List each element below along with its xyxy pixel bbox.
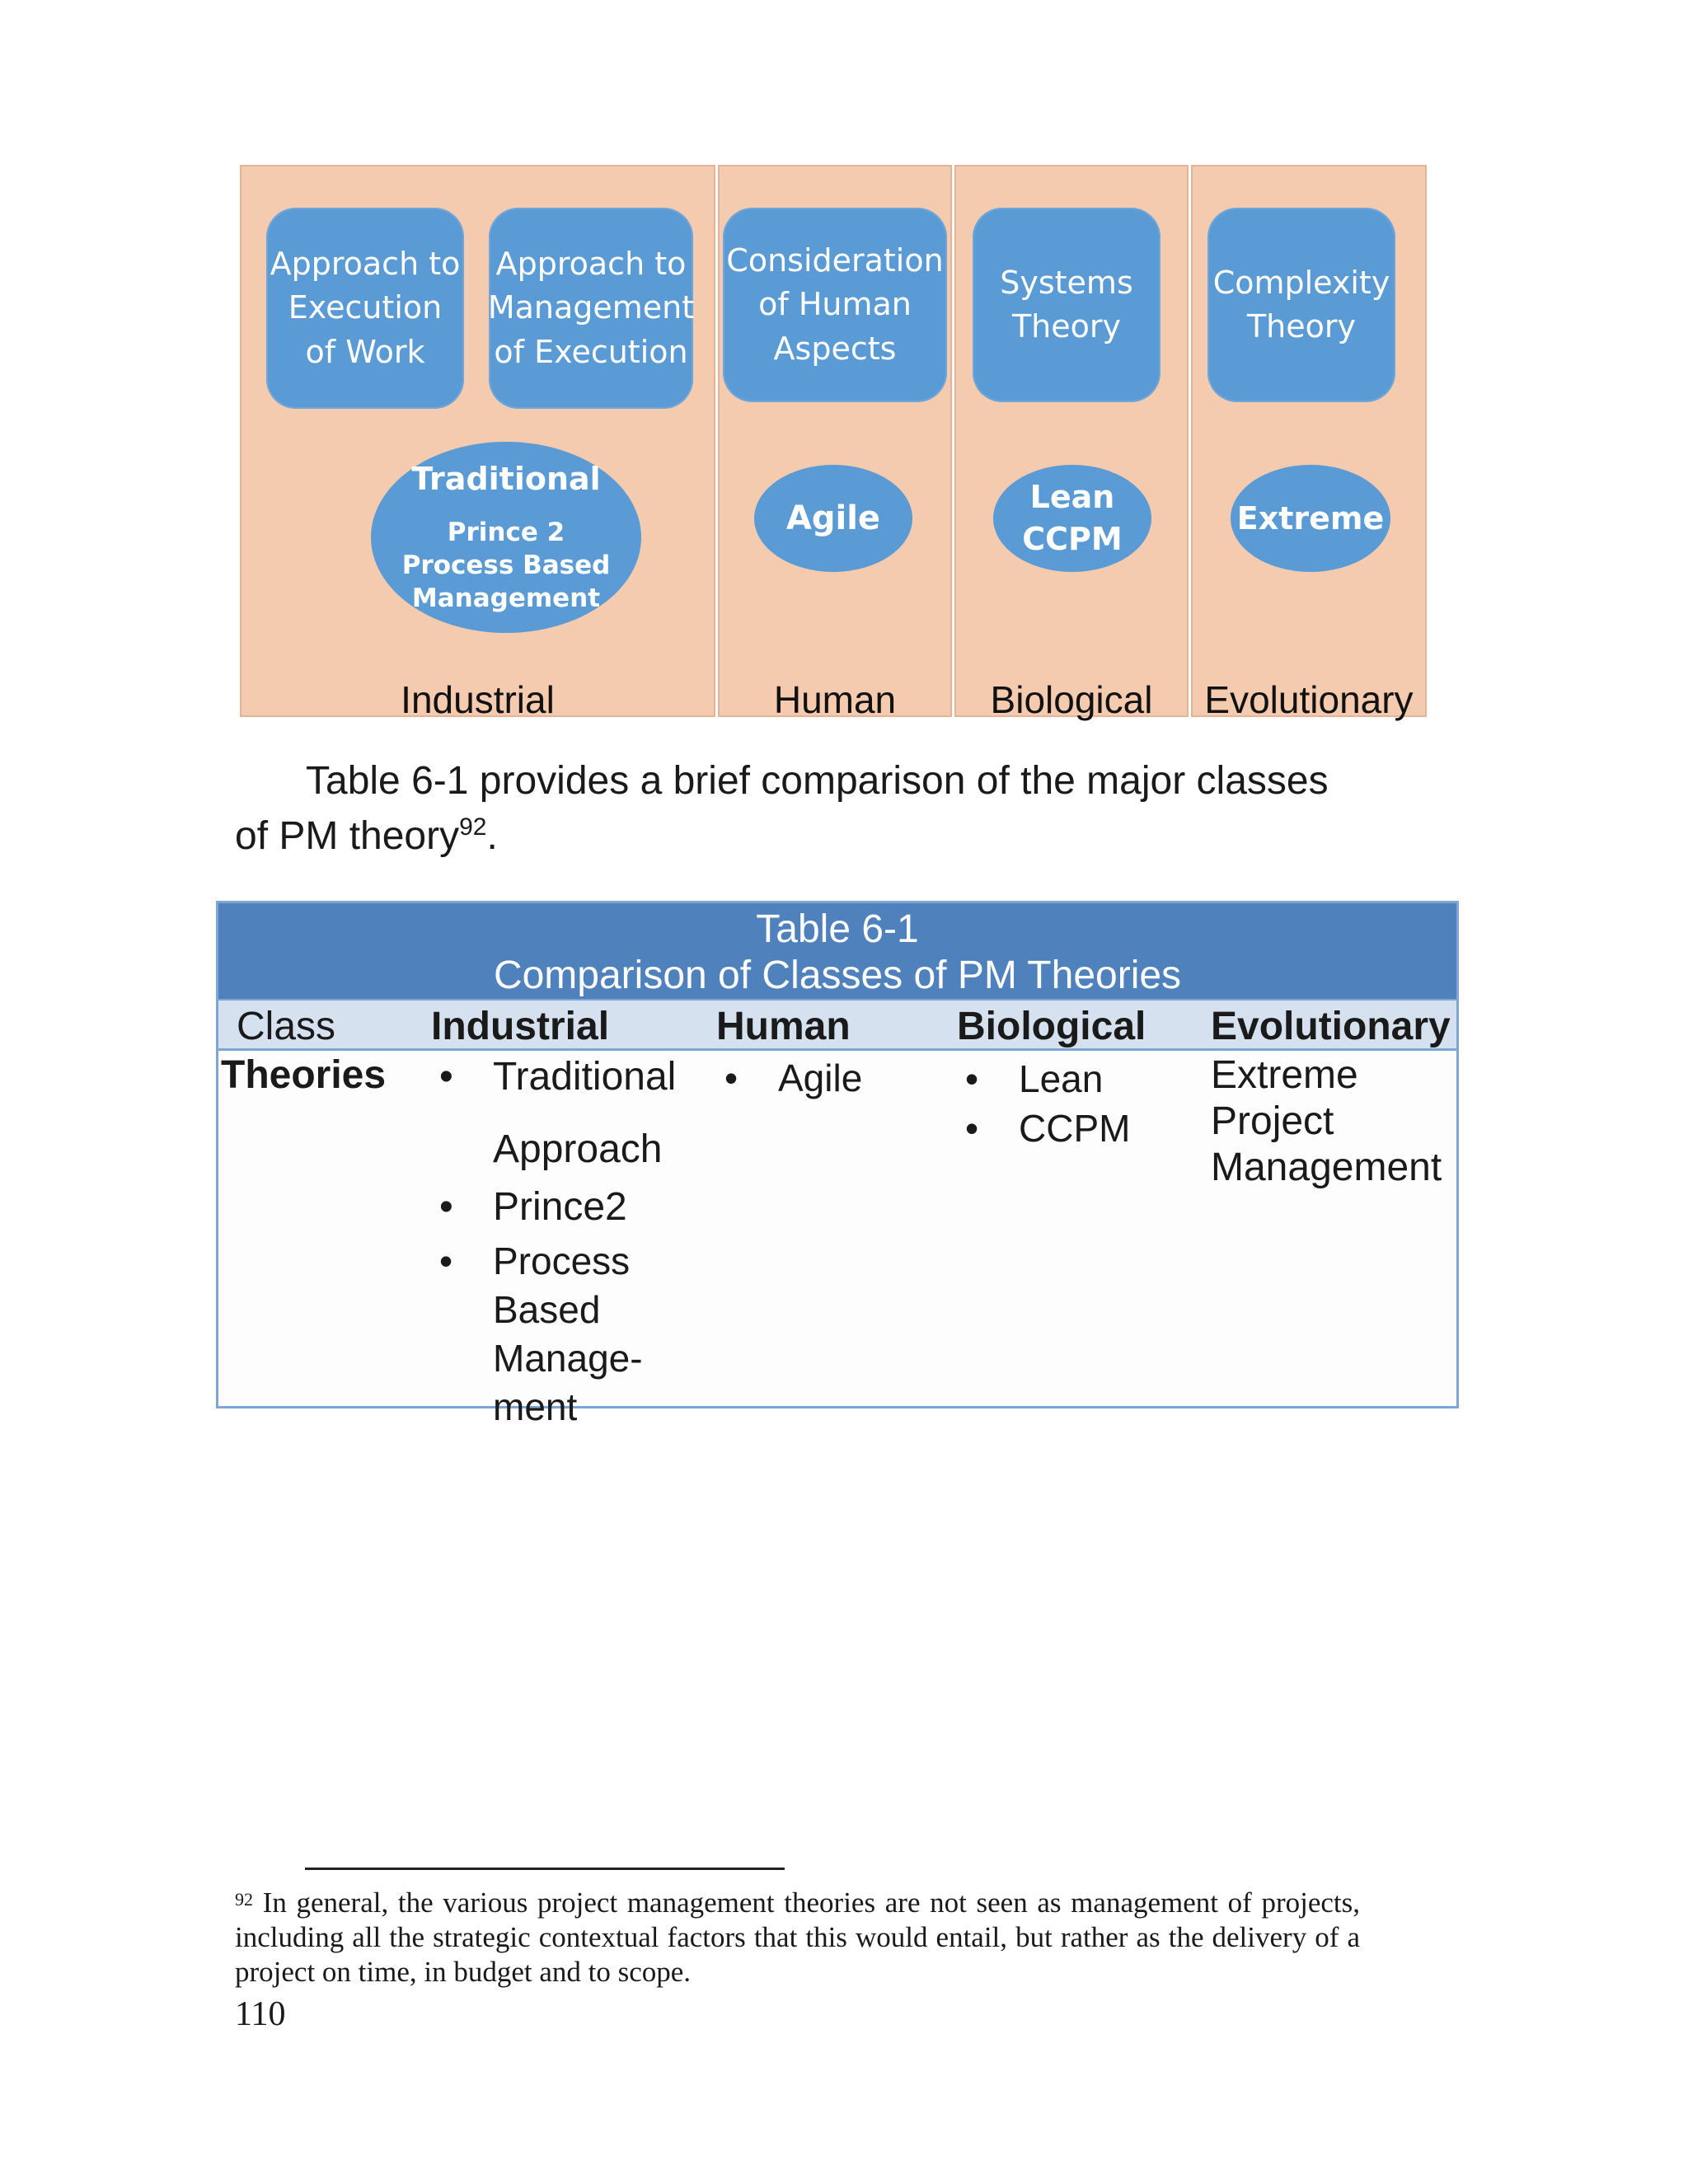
list-item-text: • Process <box>493 1240 631 1282</box>
list-item <box>957 1104 1130 1153</box>
list-item <box>431 1237 676 1432</box>
table-column-headers <box>218 999 1456 1051</box>
list-item-text: • Prince2 <box>493 1185 627 1229</box>
list-item-text: • Traditional <box>493 1055 677 1099</box>
list-item <box>431 1052 676 1174</box>
col-header-human: Human <box>716 1005 851 1048</box>
evolutionary-text-line: Management <box>1211 1146 1442 1189</box>
col-header-evolutionary: Evolutionary <box>1211 1005 1451 1048</box>
oval-traditional-subtitle: Prince 2 Process Based Management <box>401 517 611 614</box>
panel-evolutionary <box>1191 165 1427 721</box>
oval-extreme: Extreme <box>1231 465 1390 572</box>
oval-lean-ccpm: Lean CCPM <box>993 465 1151 572</box>
paragraph-line-2-text: of PM theory <box>235 814 460 858</box>
list-item-text: • Lean <box>1019 1057 1104 1100</box>
oval-traditional <box>371 442 641 633</box>
pm-theories-diagram <box>240 165 1427 721</box>
comparison-table <box>216 901 1459 1428</box>
table-title: Table 6-1 <box>756 907 919 951</box>
oval-traditional-title: Traditional <box>411 461 601 498</box>
list-item <box>431 1183 676 1232</box>
box-approach-execution-of-work: Approach to Execution of Work <box>266 208 464 409</box>
box-approach-management-of-execution: Approach to Management of Execution <box>489 208 693 409</box>
footnote-number: 92 <box>235 1889 253 1910</box>
panel-label-biological: Biological <box>990 678 1153 721</box>
paragraph-end: . <box>486 814 498 858</box>
panel-label-industrial: Industrial <box>401 678 555 721</box>
page-number: 110 <box>235 1995 286 2033</box>
table-header <box>218 903 1456 999</box>
evolutionary-text-line: Extreme <box>1211 1053 1358 1097</box>
body-paragraph <box>235 758 1389 860</box>
list-item-text: • CCPM <box>1019 1107 1131 1150</box>
footnote-text: In general, the various project management theories are not seen as management of projects, including all the strategic contextual factors that this would entail, but rather as the delivery of a project on time, in budget and to scope. <box>235 1886 1361 1988</box>
col-header-class: Class <box>237 1005 336 1048</box>
paragraph-line-2 <box>235 804 1389 860</box>
list-item-text: Manage- <box>493 1337 643 1380</box>
cell-industrial <box>431 1051 676 1432</box>
col-header-biological: Biological <box>957 1005 1146 1048</box>
box-systems-theory: Systems Theory <box>973 208 1160 402</box>
evolutionary-text-line: Project <box>1211 1099 1334 1143</box>
list-item-text: Approach <box>493 1127 663 1171</box>
box-consideration-human-aspects: Consideration of Human Aspects <box>723 208 947 402</box>
panel-label-evolutionary: Evolutionary <box>1204 678 1414 721</box>
footnote-reference[interactable]: 92 <box>459 813 487 841</box>
list-item-text: ment <box>493 1385 578 1428</box>
list-item-text: Based <box>493 1288 601 1331</box>
footnote-separator <box>305 1868 785 1870</box>
cell-evolutionary <box>1211 1052 1442 1191</box>
panel-biological <box>954 165 1189 721</box>
row-header-theories: Theories <box>221 1053 387 1097</box>
list-item <box>716 1054 862 1102</box>
footnote <box>235 1886 1360 1990</box>
col-header-industrial: Industrial <box>431 1005 610 1048</box>
list-item-text: • Agile <box>778 1057 863 1099</box>
panel-human <box>718 165 952 721</box>
box-complexity-theory: Complexity Theory <box>1207 208 1395 402</box>
table-subtitle: Comparison of Classes of PM Theories <box>493 954 1182 997</box>
panel-industrial <box>240 165 715 721</box>
oval-agile: Agile <box>754 465 912 572</box>
panel-label-human: Human <box>773 678 897 721</box>
list-item <box>957 1054 1130 1104</box>
cell-biological <box>957 1054 1130 1153</box>
paragraph-line-1: Table 6-1 provides a brief comparison of the major classes <box>306 759 1329 803</box>
cell-human <box>716 1054 862 1102</box>
